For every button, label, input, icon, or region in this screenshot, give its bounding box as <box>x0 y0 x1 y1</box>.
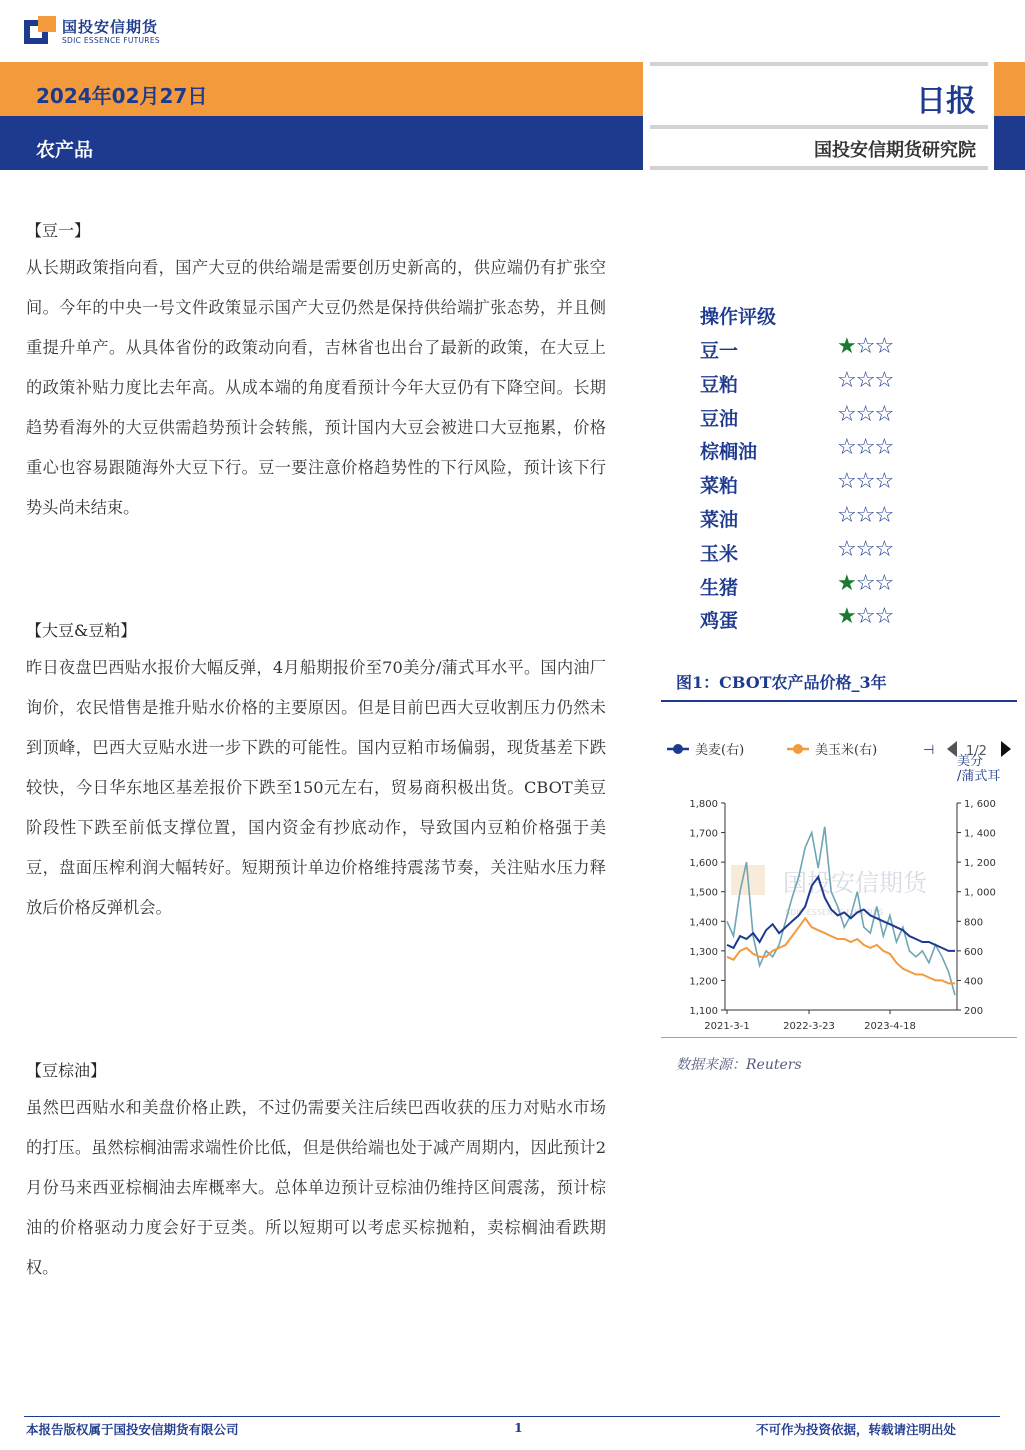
rating-row <box>700 336 910 366</box>
rating-stars <box>837 368 893 393</box>
y-tick-label-right: 400 <box>964 976 984 988</box>
star-empty-icon: ☆ <box>855 503 875 528</box>
rating-row <box>700 536 910 569</box>
footer-rule <box>24 1416 1000 1417</box>
star-empty-icon: ☆ <box>855 334 875 359</box>
header-rule <box>650 62 988 66</box>
legend-next-icon[interactable] <box>1001 741 1011 757</box>
y-tick-label-right: 1, 600 <box>964 799 996 810</box>
report-date: 2024年02月27日 <box>36 84 208 108</box>
rating-title: 操作评级 <box>700 306 777 328</box>
legend-marker <box>793 744 803 754</box>
rating-name: 菜粕 <box>700 475 739 498</box>
star-empty-icon: ☆ <box>855 604 875 630</box>
y-tick-label-right: 1, 200 <box>964 858 996 870</box>
article-body: 虽然巴西贴水和美盘价格止跌，不过仍需要关注后续巴西收获的压力对贴水市场的打压。虽然棕榈油需求端性价比低，但是供给端也处于减产周期内，因此预计2月份马来西亚棕榈油去库概率大。总体单边预计豆棕油仍维持区间震荡，预计棕油的价格驱动力度会好于豆类。所以短期可以考虑买棕抛粕，卖棕榈油看跌期权。 <box>26 1098 606 1277</box>
rating-name: 生猪 <box>700 576 739 599</box>
legend-label: 美麦(右) <box>695 743 745 758</box>
rating-name: 棕榈油 <box>700 441 758 464</box>
y-tick-label-left: 1,400 <box>689 917 718 929</box>
star-empty-icon: ☆ <box>874 536 894 562</box>
star-empty-icon: ☆ <box>874 401 894 427</box>
article-heading: 【豆一】 <box>26 221 91 240</box>
y-tick-label-left: 1,100 <box>689 1006 718 1017</box>
report-type: 日报 <box>916 84 976 119</box>
y-tick-label-right: 800 <box>964 917 984 929</box>
unit-label-line1: 美分 <box>957 754 984 769</box>
legend-prev-icon[interactable] <box>947 741 957 757</box>
rating-stars <box>837 537 893 562</box>
y-tick-label-left: 1,800 <box>689 799 718 810</box>
header-edge-orange <box>994 62 1025 116</box>
star-filled-icon: ★ <box>837 570 856 596</box>
rating-row <box>700 570 910 603</box>
y-tick-label-right: 600 <box>964 946 984 958</box>
price-chart <box>661 725 1017 1037</box>
unit-label <box>957 754 1000 784</box>
y-tick-label-left: 1,500 <box>689 887 718 899</box>
rating-row <box>700 367 910 400</box>
star-empty-icon: ☆ <box>837 367 856 393</box>
header-edge-blue <box>994 116 1025 170</box>
legend-more-icon: ⊣ <box>923 743 935 758</box>
article-heading: 【豆棕油】 <box>26 1061 107 1080</box>
rating-stars <box>837 571 893 596</box>
article-body: 从长期政策指向看，国产大豆的供给端是需要创历史新高的，供应端仍有扩张空间。今年的中央一号文件政策显示国产大豆仍然是保持供给端扩张态势，并且侧重提升单产。从具体省份的政策动向看，吉林省也出台了最新的政策，在大豆上的政策补贴力度比去年高。从成本端的角度看预计今年大豆仍有下降空间。长期趋势看海外的大豆供需趋势预计会转熊，预计国内大豆会被进口大豆拖累，价格重心也容易跟随海外大豆下行。豆一要注意价格趋势性的下行风险，预计该下行势头尚未结束。 <box>26 258 606 517</box>
star-empty-icon: ☆ <box>837 401 856 427</box>
star-empty-icon: ☆ <box>874 503 894 528</box>
article-body: 昨日夜盘巴西贴水报价大幅反弹，4月船期报价至70美分/蒲式耳水平。国内油厂询价，农民惜售是推升贴水价格的主要原因。但是目前巴西大豆收割压力仍然未到顶峰，巴西大豆贴水进一步下跌的可能性。国内豆粕市场偏弱，现货基差下跌较快，今日华东地区基差报价下跌至150元左右，贸易商积极出货。CBOT美豆阶段性下跌至前低支撑位置，国内资金有抄底动作，导致国内豆粕价格强于美豆，盘面压榨利润大幅转好。短期预计单边价格维持震荡节奏，关注贴水压力释放后价格反弹机会。 <box>26 658 606 917</box>
watermark: 国投安信期货 <box>783 869 927 897</box>
rating-row <box>700 401 910 434</box>
star-empty-icon: ☆ <box>874 469 894 495</box>
y-tick-label-right: 1, 400 <box>964 828 996 840</box>
rating-stars <box>837 503 893 528</box>
y-tick-label-left: 1,700 <box>689 828 718 840</box>
rating-row <box>700 606 910 636</box>
y-tick-label-left: 1,600 <box>689 858 718 870</box>
figure-title: 图1：CBOT农产品价格_3年 <box>676 673 887 692</box>
legend-page: 1/2 <box>966 744 987 759</box>
star-empty-icon: ☆ <box>855 401 875 427</box>
star-empty-icon: ☆ <box>874 604 894 630</box>
rating-name: 菜油 <box>700 509 739 531</box>
rating-stars <box>837 604 893 629</box>
rating-name: 鸡蛋 <box>700 610 739 633</box>
legend-label: 美玉米(右) <box>815 743 878 758</box>
x-tick-label: 2022-3-23 <box>783 1021 835 1032</box>
header-rule <box>650 166 988 170</box>
star-filled-icon: ★ <box>837 334 856 359</box>
star-empty-icon: ☆ <box>855 536 875 562</box>
rating-row <box>700 471 910 501</box>
header-section-bar <box>0 116 643 170</box>
star-empty-icon: ☆ <box>874 334 894 359</box>
x-tick-label: 2021-3-1 <box>704 1021 750 1032</box>
y-tick-label-left: 1,300 <box>689 946 718 958</box>
star-empty-icon: ☆ <box>874 570 894 596</box>
rating-row <box>700 437 910 467</box>
rating-name: 豆一 <box>700 340 739 362</box>
rating-stars <box>837 469 893 494</box>
star-empty-icon: ☆ <box>855 469 875 495</box>
rating-stars <box>837 402 893 427</box>
figure-source: 数据来源：Reuters <box>676 1057 802 1073</box>
logo-subtext: SDIC ESSENCE FUTURES <box>62 36 160 45</box>
article-heading: 【大豆&豆粕】 <box>26 621 137 640</box>
star-empty-icon: ☆ <box>874 435 894 461</box>
institute-name: 国投安信期货研究院 <box>814 140 976 161</box>
rating-stars <box>837 334 893 359</box>
logo-icon <box>24 16 56 46</box>
footer-copyright: 本报告版权属于国投安信期货有限公司 <box>26 1422 239 1437</box>
watermark-en: SDIC ESSENCE FUTURES <box>785 908 884 917</box>
star-empty-icon: ☆ <box>837 503 856 528</box>
star-empty-icon: ☆ <box>855 570 875 596</box>
y-tick-label-left: 1,200 <box>689 976 718 988</box>
report-section: 农产品 <box>36 139 94 161</box>
star-empty-icon: ☆ <box>855 367 875 393</box>
rating-row <box>700 505 910 535</box>
star-filled-icon: ★ <box>837 604 856 630</box>
header-rule <box>650 125 988 129</box>
y-tick-label-right: 200 <box>964 1006 984 1017</box>
figure-rule <box>661 700 1017 702</box>
figure-rule <box>661 1037 1017 1038</box>
page-number: 1 <box>514 1420 523 1435</box>
star-empty-icon: ☆ <box>837 536 856 562</box>
rating-name: 玉米 <box>700 542 739 565</box>
rating-name: 豆油 <box>700 407 739 430</box>
star-empty-icon: ☆ <box>837 469 856 495</box>
star-empty-icon: ☆ <box>874 367 894 393</box>
star-empty-icon: ☆ <box>855 435 875 461</box>
x-tick-label: 2023-4-18 <box>864 1021 916 1032</box>
rating-stars <box>837 435 893 460</box>
rating-name: 豆粕 <box>700 373 739 396</box>
legend-marker <box>673 744 683 754</box>
y-tick-label-right: 1, 000 <box>964 887 996 899</box>
unit-label-line2: /蒲式耳 <box>957 769 1001 784</box>
footer-disclaimer: 不可作为投资依据，转载请注明出处 <box>756 1422 957 1437</box>
logo-text: 国投安信期货 <box>62 18 159 36</box>
star-empty-icon: ☆ <box>837 435 856 461</box>
series-line <box>727 918 955 983</box>
